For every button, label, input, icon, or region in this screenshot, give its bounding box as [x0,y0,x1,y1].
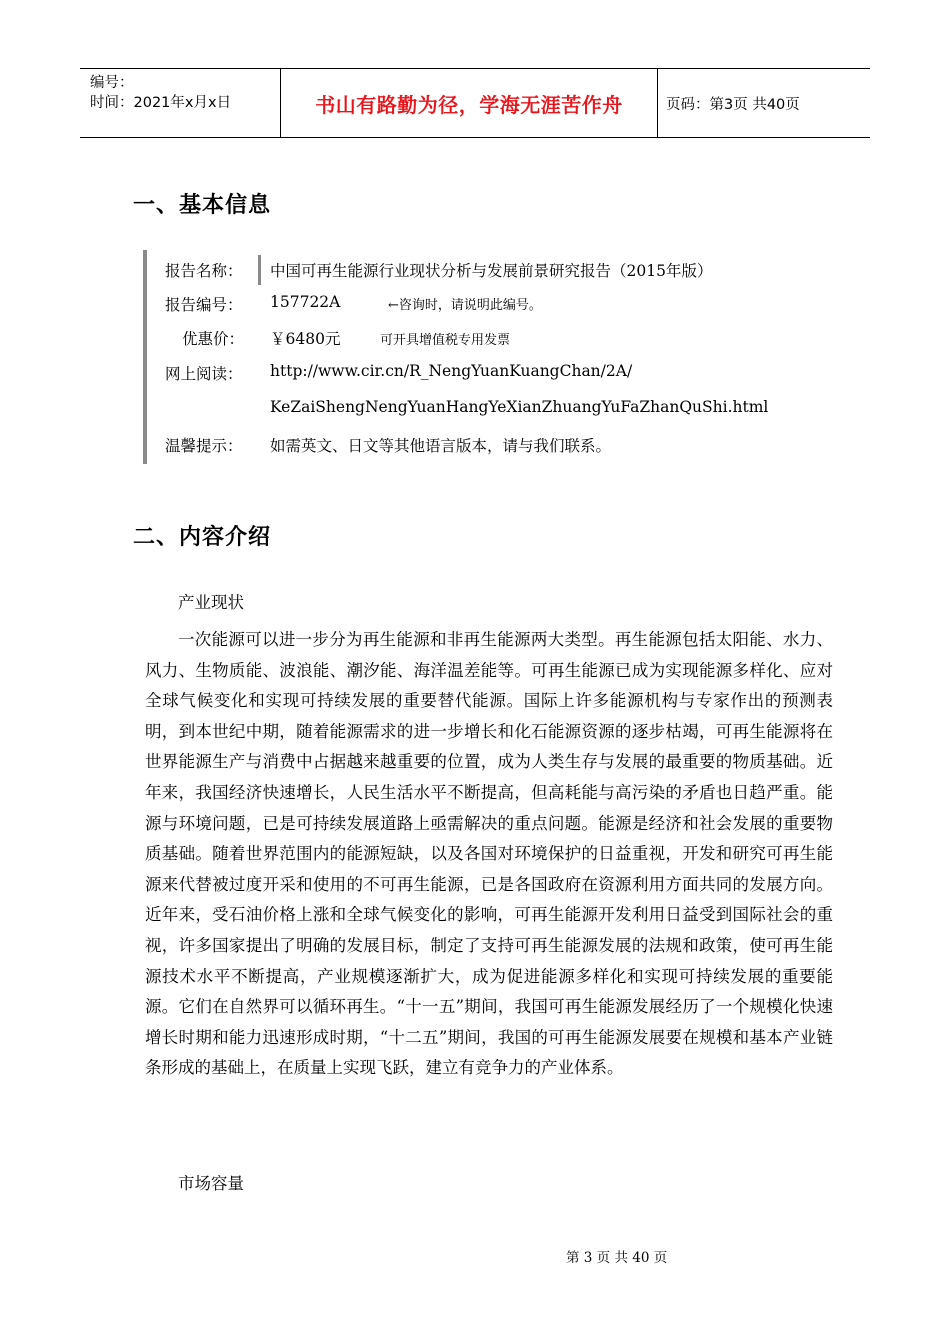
info-block-bar [143,250,147,464]
online-read-link-line2[interactable]: KeZaiShengNengYuanHangYeXianZhuangYuFaZhanQuShi.html [270,398,769,416]
subtitle-market-capacity: 市场容量 [178,1174,244,1193]
header-page-info: 页码：第3页 共40页 [666,96,800,113]
body-paragraph: 一次能源可以进一步分为再生能源和非再生能源两大类型。再生能源包括太阳能、水力、风力、生物质能、波浪能、潮汐能、海洋温差能等。可再生能源已成为实现能源多样化、应对全球气候变化和实现可持续发展的重要替代能源。国际上许多能源机构与专家作出的预测表明，到本世纪中期，随着能源需求的进一步增长和化石能源资源的逐步枯竭，可再生能源将在世界能源生产与消费中占据越来越重要的位置，成为人类生存与发展的最重要的物质基础。近年来，我国经济快速增长，人民生活水平不断提高，但高耗能与高污染的矛盾也日趋严重。能源与环境问题，已是可持续发展道路上亟需解决的重点问题。能源是经济和社会发展的重要物质基础。随着世界范围内的能源短缺，以及各国对环境保护的日益重视，开发和研究可再生能源来代替被过度开采和使用的不可再生能源，已是各国政府在资源利用方面共同的发展方向。近年来，受石油价格上涨和全球气候变化的影响，可再生能源开发利用日益受到国际社会的重视，许多国家提出了明确的发展目标，制定了支持可再生能源发展的法规和政策，使可再生能源技术水平不断提高，产业规模逐渐扩大，成为促进能源多样化和实现可持续发展的重要能源。它们在自然界可以循环再生。“十一五”期间，我国可再生能源发展经历了一个规模化快速增长时期和能力迅速形成时期，“十二五”期间，我国的可再生能源发展要在规模和基本产业链条形成的基础上，在质量上实现飞跃，建立有竞争力的产业体系。 [145,630,833,1078]
report-no-label: 报告编号： [165,296,243,314]
report-name-value: 中国可再生能源行业现状分析与发展前景研究报告（2015年版） [270,262,713,280]
tip-value: 如需英文、日文等其他语言版本，请与我们联系。 [270,437,612,455]
page-header [80,68,870,138]
price-value: ￥6480元 [270,330,341,348]
header-motto: 书山有路勤为径，学海无涯苦作舟 [315,92,623,117]
info-inner-bar [258,255,261,285]
online-read-link-line1[interactable]: http://www.cir.cn/R_NengYuanKuangChan/2A/ [270,362,633,380]
subtitle-industry-status: 产业现状 [178,593,244,612]
number-label: 编号： [90,75,134,91]
footer-page-number: 第 3 页 共 40 页 [566,1250,668,1266]
online-read-label: 网上阅读： [165,365,243,383]
section-title-basic-info: 一、基本信息 [133,193,272,218]
report-no-value: 157722A [270,293,341,311]
section-title-content-intro: 二、内容介绍 [133,525,272,550]
price-label: 优惠价： [182,330,245,348]
header-divider [657,69,658,137]
tip-label: 温馨提示： [165,437,243,455]
report-no-note: ←咨询时，请说明此编号。 [388,298,542,313]
time-label: 时间：2021年x月x日 [90,95,232,111]
header-meta [90,73,280,113]
report-name-label: 报告名称： [165,262,243,280]
price-note: 可开具增值税专用发票 [380,333,511,348]
